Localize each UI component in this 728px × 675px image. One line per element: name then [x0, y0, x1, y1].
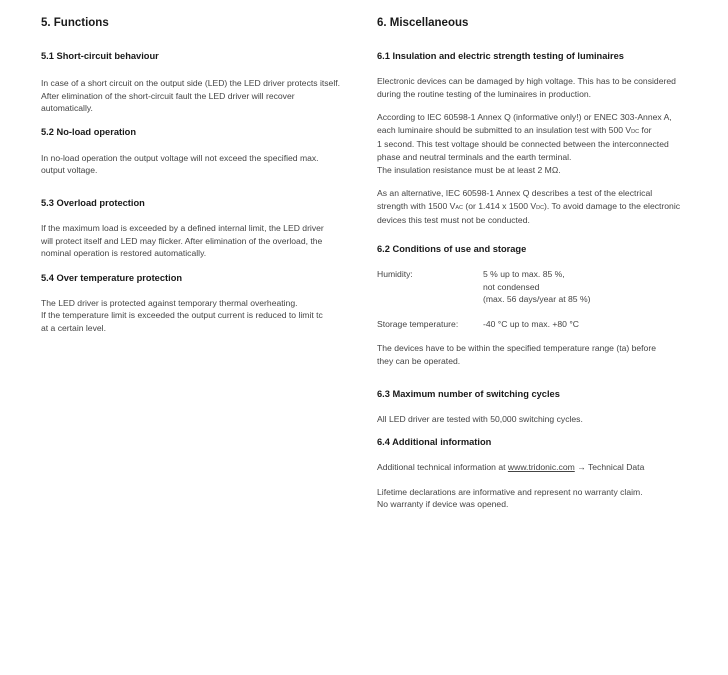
storage-value: -40 °C up to max. +80 °C [483, 318, 579, 329]
storage-label: Storage temperature: [377, 318, 459, 329]
additional-info-text: Additional technical information at www.tridonic.com → Technical Data [377, 462, 645, 473]
short-circuit-heading: 5.1 Short-circuit behaviour [41, 51, 159, 61]
over-temperature-heading: 5.4 Over temperature protection [41, 272, 183, 283]
over-temperature-text: The LED driver is protected against temporary thermal overheating. If the temperature limit is exceeded the output current is reduced to limit tc at a certain level. [41, 297, 323, 333]
insulation-test-text: According to IEC 60598-1 Annex Q (informative only!) or ENEC 303-Annex A, each luminaire should be submitted to an insulation test with 500 VDC for 1 second. This test voltage should be connected between the interconnected phase and neutral terminals and the earth terminal. The insulation resistance must be at least 2 MΩ. [377, 112, 672, 175]
conditions-heading: 6.2 Conditions of use and storage [377, 243, 527, 254]
tridonic-link[interactable]: www.tridonic.com [507, 462, 575, 473]
humidity-value-3: (max. 56 days/year at 85 %) [483, 294, 591, 305]
functions-heading: 5. Functions [41, 17, 109, 29]
electric-strength-text: As an alternative, IEC 60598-1 Annex Q describes a test of the electrical strength with 1500 VAC (or 1.414 x 1500 VDC). To avoid damage to the electronic devices this test must not be conducted. [377, 188, 681, 226]
miscellaneous-column [377, 14, 702, 511]
overload-text: If the maximum load is exceeded by a defined internal limit, the LED driver will protect itself and LED may flicker. After elimination of the overload, the nominal operation is restored automatically. [41, 222, 324, 259]
miscellaneous-heading: 6. Miscellaneous [377, 17, 469, 29]
humidity-value-2: not condensed [483, 281, 540, 292]
additional-info-heading: 6.4 Additional information [377, 437, 492, 448]
functions-column [41, 14, 363, 335]
insulation-heading: 6.1 Insulation and electric strength testing of luminaires [377, 51, 624, 61]
humidity-value-1: 5 % up to max. 85 %, [483, 268, 565, 279]
switching-cycles-heading: 6.3 Maximum number of switching cycles [377, 388, 560, 399]
lifetime-declaration-text: Lifetime declarations are informative and represent no warranty claim. No warranty if device was opened. [377, 486, 643, 510]
short-circuit-text: In case of a short circuit on the output side (LED) the LED driver protects itself. After elimination of the short-circuit fault the LED driver will recover automatically. [41, 78, 341, 114]
insulation-intro: Electronic devices can be damaged by high voltage. This has to be considered during the routine testing of the luminaires in production. [377, 76, 676, 99]
humidity-label: Humidity: [377, 268, 413, 279]
storage-block [377, 318, 702, 331]
no-load-heading: 5.2 No-load operation [41, 126, 137, 137]
overload-heading: 5.3 Overload protection [41, 197, 145, 208]
humidity-block [377, 268, 702, 306]
switching-cycles-text: All LED driver are tested with 50,000 switching cycles. [377, 413, 583, 424]
no-load-text: In no-load operation the output voltage will not exceed the specified max. output voltage. [41, 152, 319, 176]
temperature-range-note: The devices have to be within the specified temperature range (ta) before they can be operated. [377, 343, 656, 366]
